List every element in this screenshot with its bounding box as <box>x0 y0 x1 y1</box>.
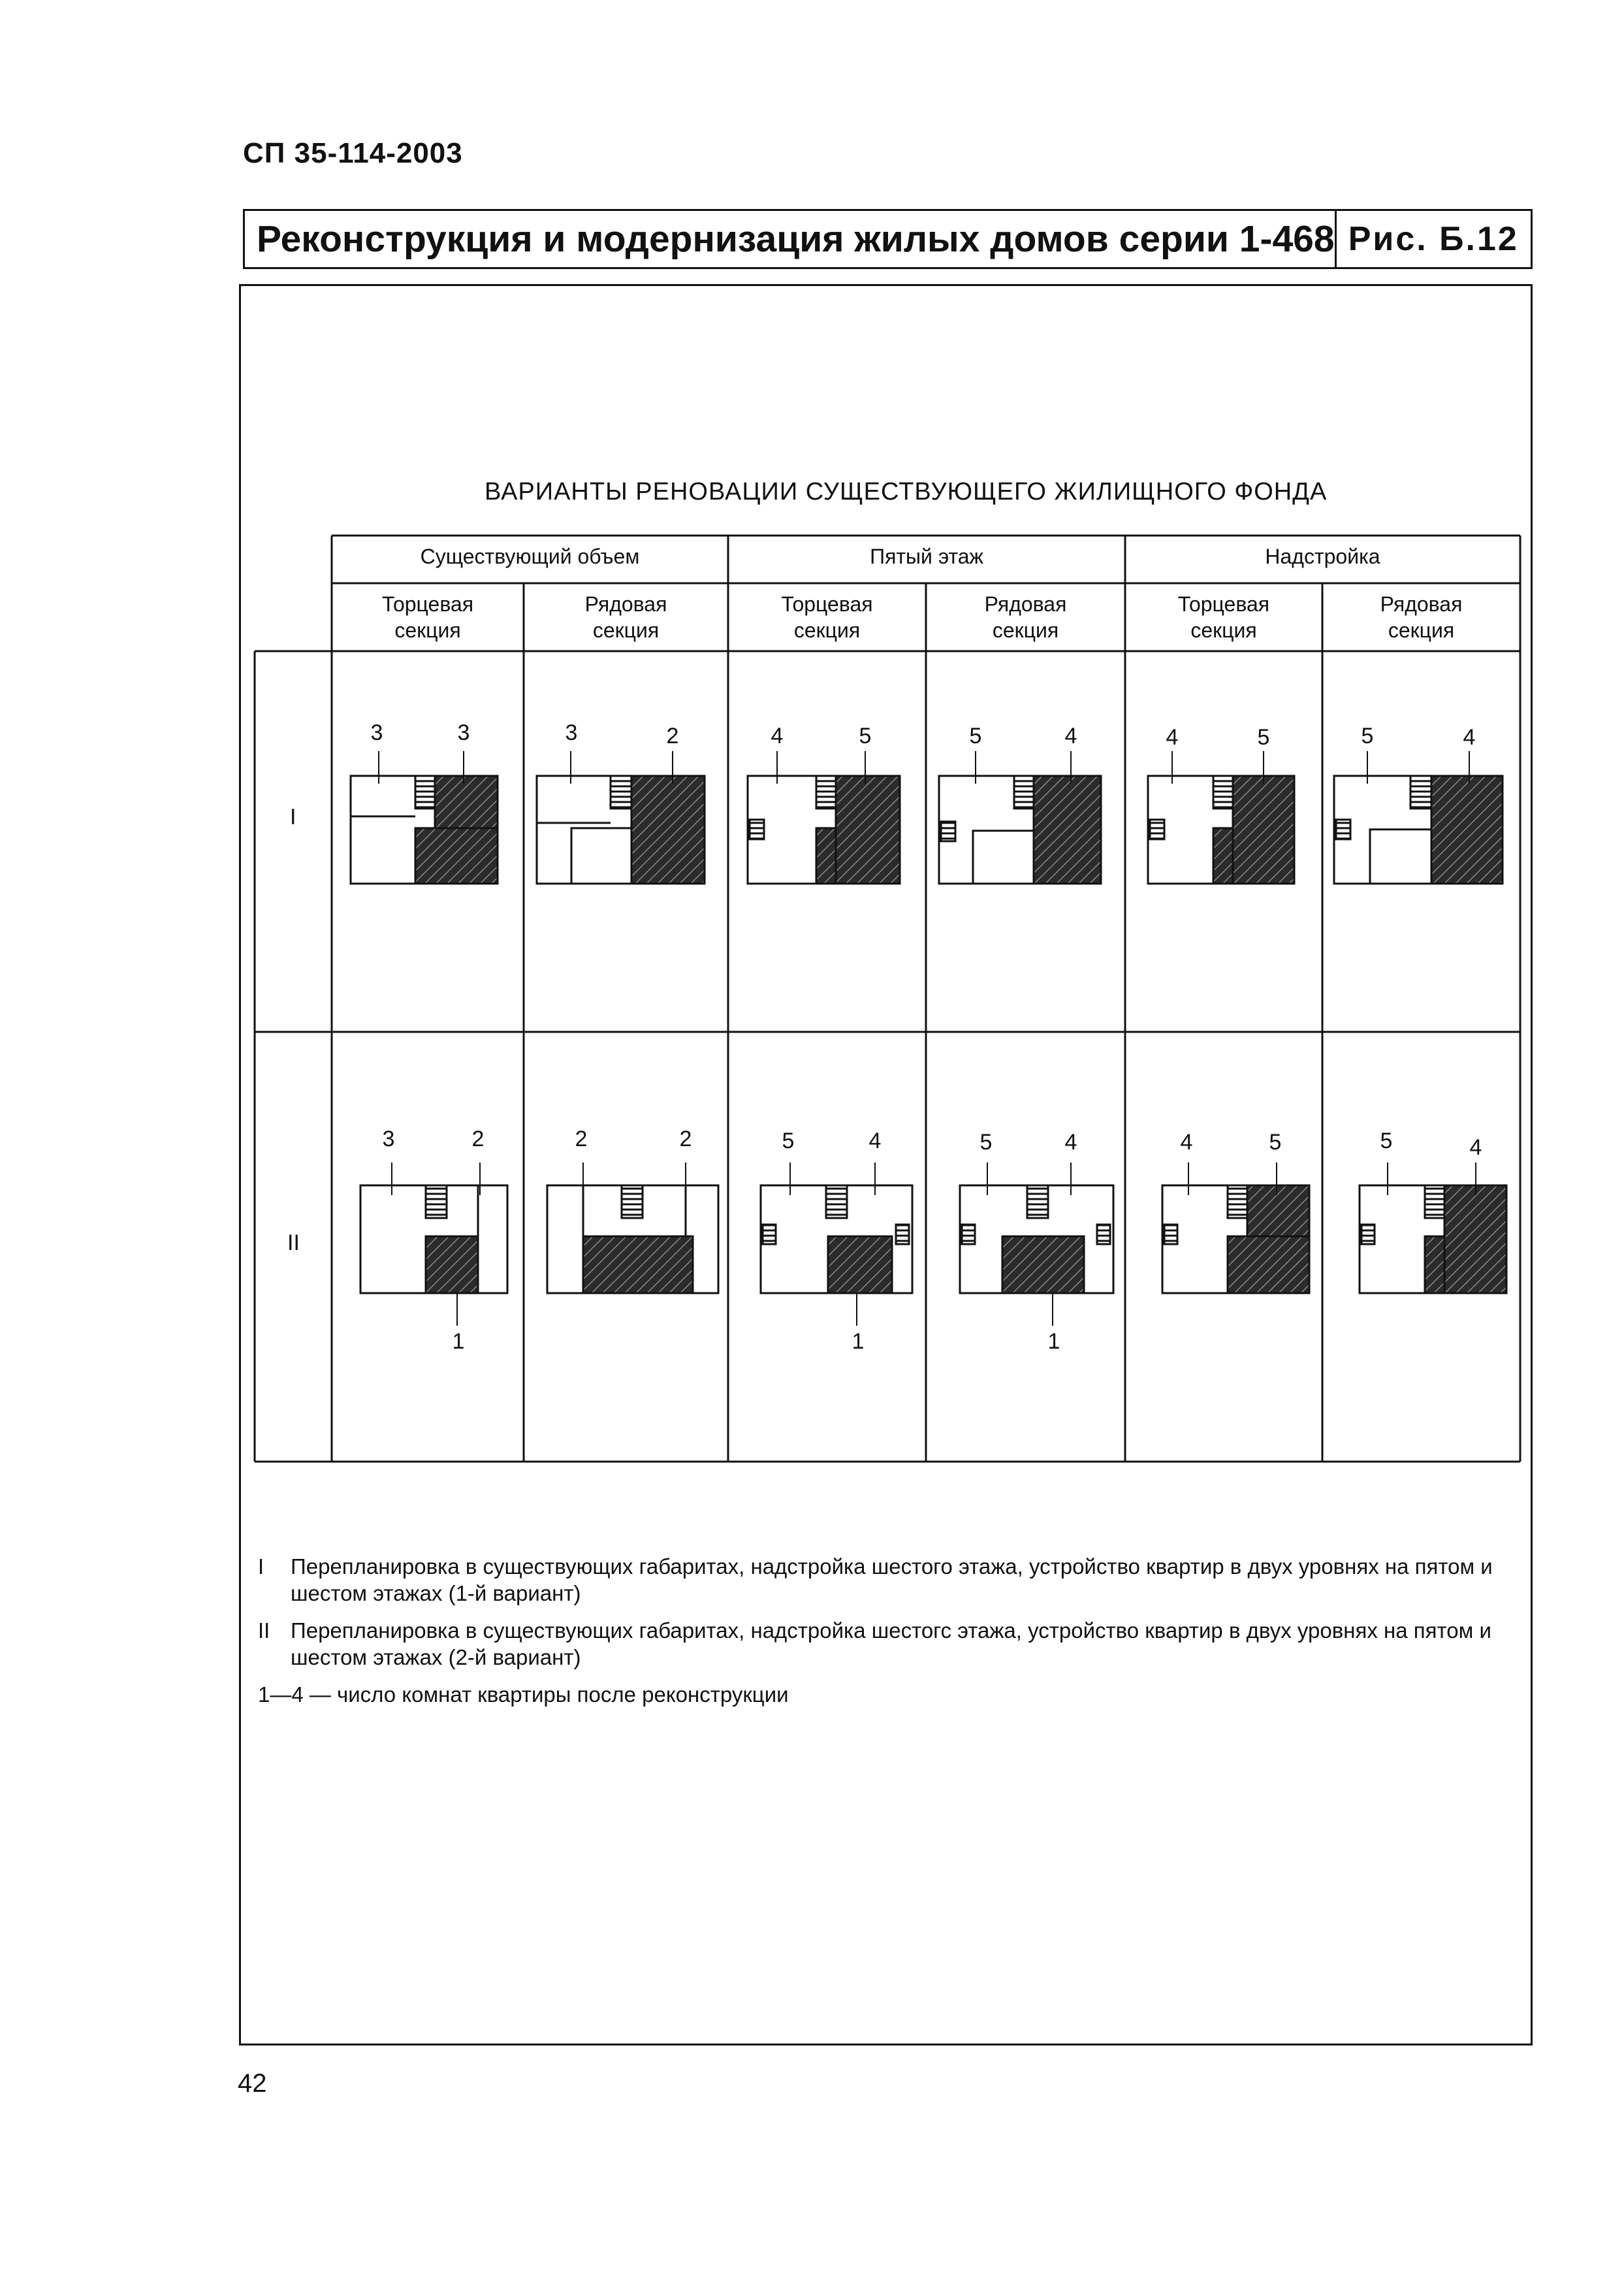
room-count-label: 3 <box>382 1127 395 1151</box>
row-label-I: I <box>290 805 296 829</box>
figure-label: Рис. Б.12 <box>1348 220 1519 258</box>
column-header: Торцевая секция <box>781 592 873 642</box>
column-header: Рядовая секция <box>584 592 667 642</box>
room-count-label: 4 <box>1180 1130 1193 1155</box>
group-header-fifth-floor: Пятый этаж <box>870 545 983 568</box>
room-count-label: 4 <box>1463 725 1476 750</box>
room-count-label: 1 <box>852 1329 865 1354</box>
room-count-label: 3 <box>457 720 470 745</box>
column-header: Рядовая секция <box>984 592 1067 642</box>
room-count-label: 4 <box>771 724 784 748</box>
room-count-label: 5 <box>1269 1130 1282 1155</box>
room-count-label: 3 <box>370 720 383 745</box>
figure-notes <box>258 1553 1518 1708</box>
room-count-label: 4 <box>1166 725 1179 750</box>
note-item: I Перепланировка в существующих габаритах, надстройка шестого этажа, устройство квартир в двух уровнях на пятом и шестом этажах (1-й вариант) <box>258 1554 1493 1605</box>
room-count-label: 2 <box>575 1127 588 1151</box>
page-title: Реконструкция и модернизация жилых домов серии 1-468 <box>245 211 1337 267</box>
room-count-label: 4 <box>1469 1135 1482 1160</box>
group-header-superstructure: Надстройка <box>1265 545 1380 568</box>
room-count-label: 5 <box>979 1130 993 1155</box>
page-number: 42 <box>238 2069 267 2098</box>
room-count-label: 2 <box>471 1127 485 1151</box>
room-count-label: 5 <box>1380 1129 1393 1153</box>
row-label-II: II <box>287 1230 300 1255</box>
room-count-label: 5 <box>969 724 982 748</box>
room-count-label: 4 <box>1064 724 1077 748</box>
column-header: Торцевая секция <box>381 592 474 642</box>
room-count-label: 1 <box>1047 1329 1060 1354</box>
room-count-label: 4 <box>868 1129 882 1153</box>
column-header: Торцевая секция <box>1177 592 1270 642</box>
room-count-label: 5 <box>859 724 872 748</box>
legend-text: 1—4 — число комнат квартиры после реконструкции <box>258 1682 789 1707</box>
room-count-label: 3 <box>565 720 578 745</box>
room-count-label: 1 <box>452 1329 465 1354</box>
group-header-existing: Существующий объем <box>420 545 640 568</box>
room-count-label: 5 <box>1361 724 1374 748</box>
figure-title: ВАРИАНТЫ РЕНОВАЦИИ СУЩЕСТВУЮЩЕГО ЖИЛИЩНОГО ФОНДА <box>485 478 1328 505</box>
note-item: II Перепланировка в существующих габаритах, надстройка шестогс этажа, устройство квартир в двух уровнях на пятом и шестом этажах (2-й вариант) <box>258 1618 1491 1669</box>
room-count-label: 5 <box>782 1129 795 1153</box>
room-count-label: 2 <box>679 1127 692 1151</box>
room-count-label: 2 <box>666 724 679 748</box>
room-count-label: 4 <box>1064 1130 1077 1155</box>
room-count-label: 5 <box>1257 725 1270 750</box>
column-header: Рядовая секция <box>1380 592 1463 642</box>
document-code: СП 35-114-2003 <box>243 137 463 169</box>
